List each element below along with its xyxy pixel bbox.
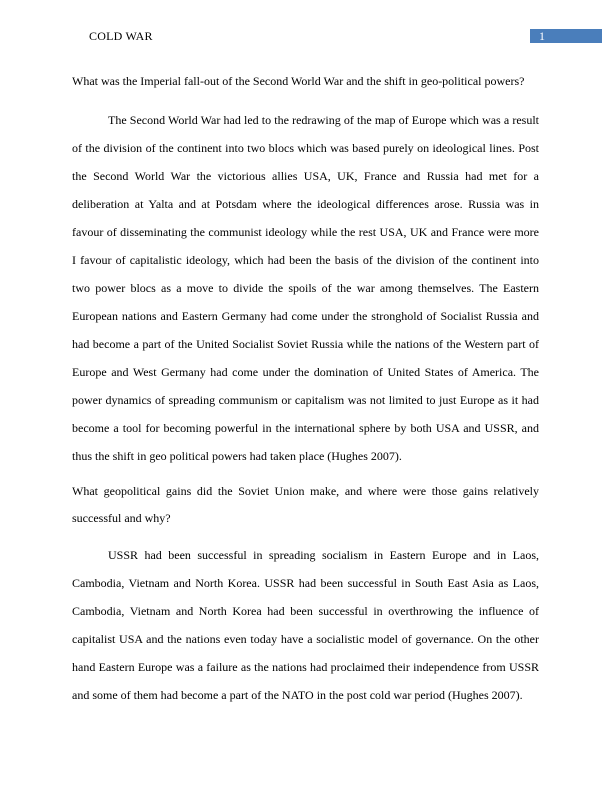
page-number: 1 [539, 29, 545, 43]
answer-2-paragraph: USSR had been successful in spreading socialism in Eastern Europe and in Laos, Cambodia, Vietnam and North Korea. USSR had been successful in South East Asia as Laos, Cambodia, Vietnam and North Korea had been successful in overthrowing the influence of capitalist USA and the nations even today have a socialistic model of governance. On the other hand Eastern Europe was a failure as the nations had proclaimed their independence from USSR and some of them had become a part of the NATO in the post cold war period (Hughes 2007). [72, 547, 539, 702]
page-number-bar [530, 29, 602, 43]
answer-1-paragraph: The Second World War had led to the redrawing of the map of Europe which was a result of the division of the continent into two blocs which was based purely on ideological lines. Post the Second World War the victorious allies USA, UK, France and Russia had met for a deliberation at Yalta and at Potsdam where the ideological differences arose. Russia was in favour of disseminating the communist ideology while the rest USA, UK and France were more I favour of capitalistic ideology, which had been the basis of the division of the continent into two power blocs as a move to divide the spoils of the war among themselves. The Eastern European nations and Eastern Germany had come under the stronghold of Socialist Russia and had become a part of the United Socialist Soviet Russia while the nations of the Western part of Europe and West Germany had come under the domination of United States of America. The power dynamics of spreading communism or capitalism was not limited to just Europe as it had become a tool for becoming powerful in the international sphere by both USA and USSR, and thus the shift in geo political powers had taken place (Hughes 2007). [72, 112, 539, 463]
question-2: What geopolitical gains did the Soviet Union make, and where were those gains relatively successful and why? [72, 483, 539, 526]
document-body [72, 68, 539, 709]
question-1: What was the Imperial fall-out of the Second World War and the shift in geo-political powers? [72, 74, 525, 88]
running-header-title: COLD WAR [89, 29, 153, 43]
